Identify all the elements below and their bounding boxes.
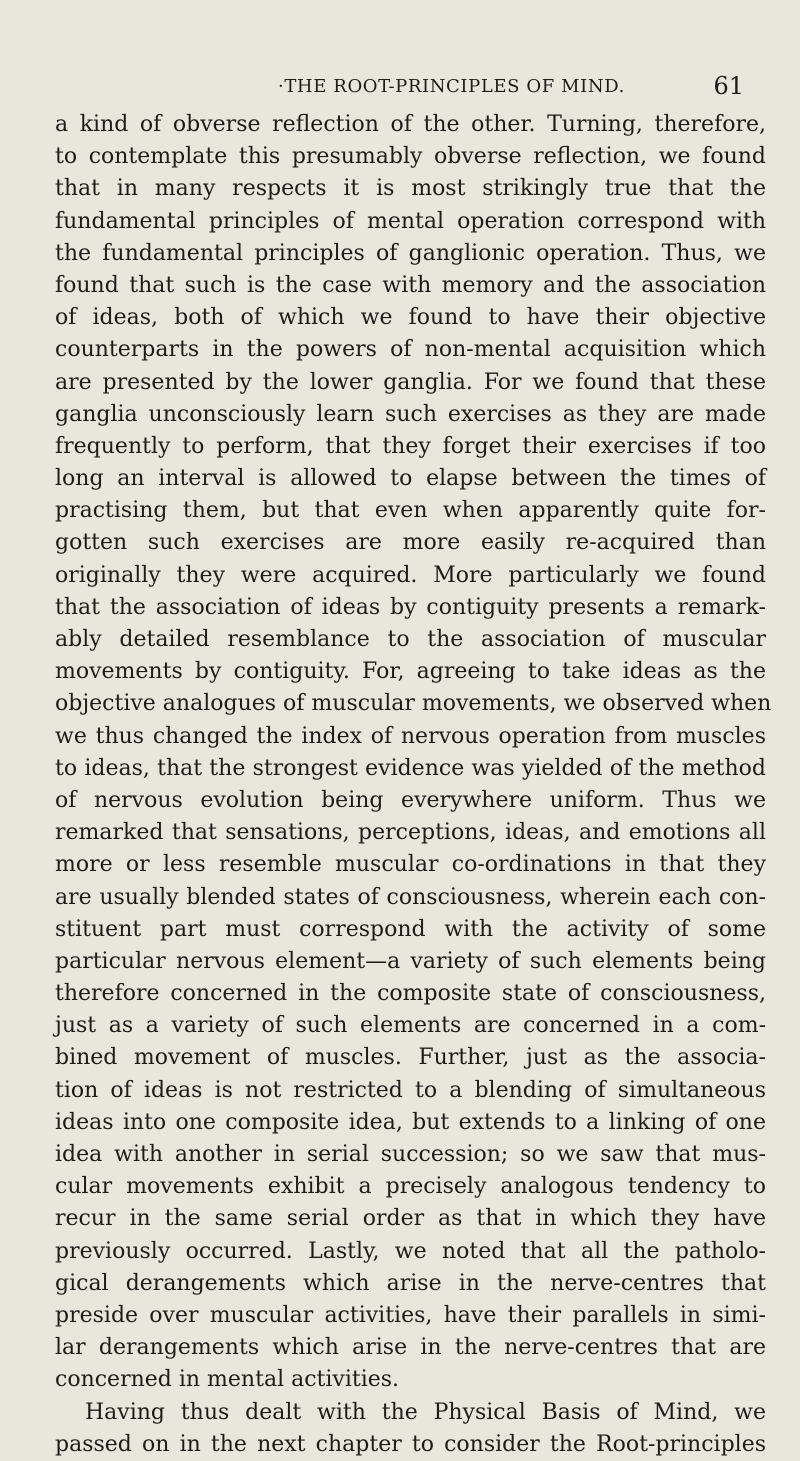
text-line: ably detailed resemblance to the association of muscular xyxy=(55,627,766,652)
text-line: that the association of ideas by contiguity presents a remark- xyxy=(55,594,766,620)
text-line: are usually blended states of consciousness, wherein each con- xyxy=(55,884,766,910)
text-line: cular movements exhibit a precisely analogous tendency to xyxy=(55,1174,766,1200)
text-line: gical derangements which arise in the nerve-centres that xyxy=(55,1270,766,1296)
text-line: the fundamental principles of ganglionic operation. Thus, we xyxy=(55,240,766,266)
text-line: tion of ideas is not restricted to a blending of simultaneous xyxy=(55,1077,766,1103)
running-head xyxy=(0,72,800,106)
text-line: long an interval is allowed to elapse between the times of xyxy=(55,466,766,492)
text-line: lar derangements which arise in the nerve-centres that are xyxy=(55,1335,766,1361)
text-line: remarked that sensations, perceptions, ideas, and emotions all xyxy=(55,820,766,846)
text-line: we thus changed the index of nervous operation from muscles xyxy=(55,723,766,749)
text-line: more or less resemble muscular co-ordinations in that they xyxy=(55,852,766,878)
text-line: stituent part must correspond with the activity of some xyxy=(55,916,766,942)
text-line: gotten such exercises are more easily re-acquired than xyxy=(55,530,766,556)
text-line: therefore concerned in the composite state of consciousness, xyxy=(55,981,766,1007)
text-line: practising them, but that even when apparently quite for- xyxy=(55,498,766,524)
text-line: of nervous evolution being everywhere uniform. Thus we xyxy=(55,787,766,813)
text-line: counterparts in the powers of non-mental acquisition which xyxy=(55,337,766,363)
text-line: idea with another in serial succession; so we saw that mus- xyxy=(55,1142,766,1167)
text-line: found that such is the case with memory and the association xyxy=(55,272,766,298)
text-line: to ideas, that the strongest evidence was yielded of the method xyxy=(55,755,766,781)
text-line: movements by contiguity. For, agreeing to take ideas as the xyxy=(55,659,766,685)
text-line: of ideas, both of which we found to have their objective xyxy=(55,305,766,331)
text-line: fundamental principles of mental operation correspond with xyxy=(55,208,766,234)
text-line: preside over muscular activities, have their parallels in simi- xyxy=(55,1302,766,1328)
page-number: 61 xyxy=(713,72,744,100)
text-line: recur in the same serial order as that in which they have xyxy=(55,1206,766,1232)
text-line: ideas into one composite idea, but extends to a linking of one xyxy=(55,1109,766,1135)
paragraph-start-line: Having thus dealt with the Physical Basis of Mind, we xyxy=(85,1399,766,1425)
text-line: to contemplate this presumably obverse reflection, we found xyxy=(55,144,766,170)
text-line: particular nervous element—a variety of such elements being xyxy=(55,948,766,974)
running-title: ·THE ROOT-PRINCIPLES OF MIND. xyxy=(278,76,625,97)
text-line: bined movement of muscles. Further, just as the associa- xyxy=(55,1045,766,1071)
text-line: ganglia unconsciously learn such exercises as they are made xyxy=(55,401,766,427)
text-line: just as a variety of such elements are concerned in a com- xyxy=(55,1013,766,1039)
text-line: are presented by the lower ganglia. For we found that these xyxy=(55,369,766,395)
text-line: originally they were acquired. More particularly we found xyxy=(55,562,766,588)
body-text xyxy=(55,109,772,1461)
text-line: frequently to perform, that they forget their exercises if too xyxy=(55,433,766,459)
text-line: that in many respects it is most strikingly true that the xyxy=(55,176,766,202)
paragraph-end-line: concerned in mental activities. xyxy=(55,1367,400,1393)
text-line: objective analogues of muscular movements, we observed when xyxy=(55,691,772,717)
text-line: passed on in the next chapter to consider the Root-principles xyxy=(55,1431,766,1457)
text-line: previously occurred. Lastly, we noted that all the patholo- xyxy=(55,1238,766,1264)
text-line: a kind of obverse reflection of the other. Turning, therefore, xyxy=(55,112,766,137)
